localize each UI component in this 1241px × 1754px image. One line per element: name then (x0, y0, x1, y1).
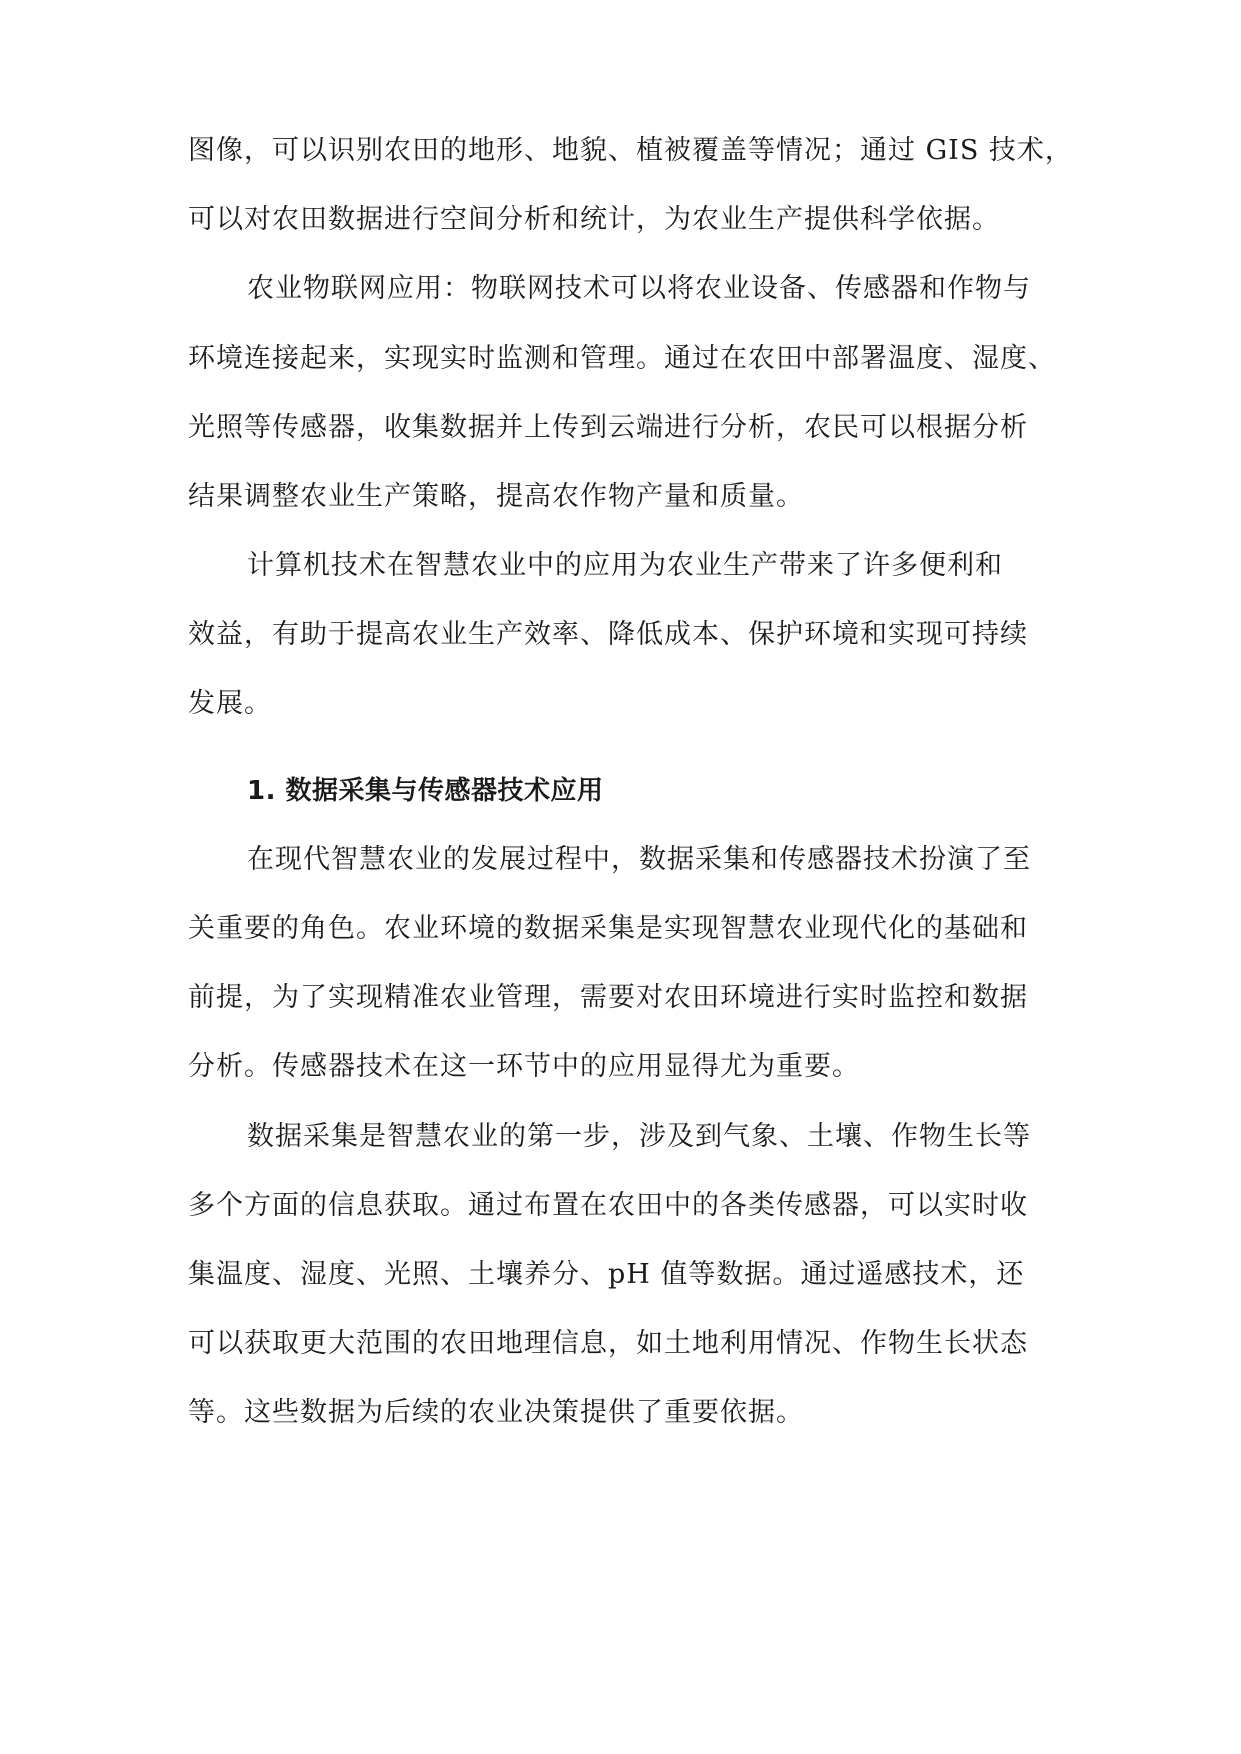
paragraph-2-line-1: 农业物联网应用：物联网技术可以将农业设备、传感器和作物与 (247, 273, 1031, 304)
paragraph-4-line-4: 分析。传感器技术在这一环节中的应用显得尤为重要。 (188, 1051, 860, 1082)
paragraph-4-line-3: 前提，为了实现精准农业管理，需要对农田环境进行实时监控和数据 (188, 982, 1028, 1013)
paragraph-1-line-1: 图像，可以识别农田的地形、地貌、植被覆盖等情况；通过 GIS 技术， (188, 135, 1073, 166)
paragraph-4-line-2: 关重要的角色。农业环境的数据采集是实现智慧农业现代化的基础和 (188, 913, 1028, 944)
paragraph-3-line-2: 效益，有助于提高农业生产效率、降低成本、保护环境和实现可持续 (188, 619, 1028, 650)
paragraph-2-line-4: 结果调整农业生产策略，提高农作物产量和质量。 (188, 481, 804, 512)
paragraph-5-line-2: 多个方面的信息获取。通过布置在农田中的各类传感器，可以实时收 (188, 1190, 1028, 1221)
paragraph-4-line-1: 在现代智慧农业的发展过程中，数据采集和传感器技术扮演了至 (247, 844, 1031, 875)
section-heading: 1. 数据采集与传感器技术应用 (247, 776, 604, 806)
paragraph-5-line-1: 数据采集是智慧农业的第一步，涉及到气象、土壤、作物生长等 (247, 1121, 1031, 1152)
paragraph-3-line-1: 计算机技术在智慧农业中的应用为农业生产带来了许多便利和 (247, 550, 1003, 581)
paragraph-1-line-2: 可以对农田数据进行空间分析和统计，为农业生产提供科学依据。 (188, 204, 1000, 235)
paragraph-5-line-4: 可以获取更大范围的农田地理信息，如土地利用情况、作物生长状态 (188, 1328, 1028, 1359)
paragraph-2-line-3: 光照等传感器，收集数据并上传到云端进行分析，农民可以根据分析 (188, 412, 1028, 443)
paragraph-3-line-3: 发展。 (188, 688, 272, 719)
paragraph-5-line-3: 集温度、湿度、光照、土壤养分、pH 值等数据。通过遥感技术，还 (188, 1259, 1025, 1290)
paragraph-5-line-5: 等。这些数据为后续的农业决策提供了重要依据。 (188, 1397, 804, 1428)
paragraph-2-line-2: 环境连接起来，实现实时监测和管理。通过在农田中部署温度、湿度、 (188, 343, 1056, 374)
